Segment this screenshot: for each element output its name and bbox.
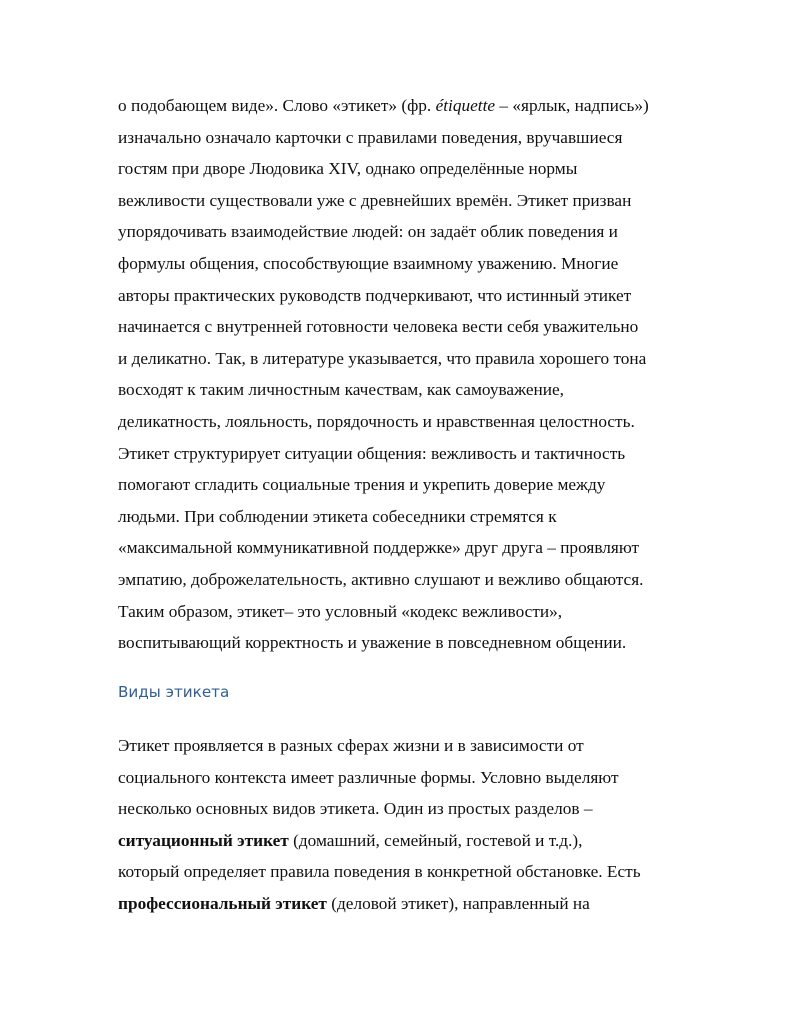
text-line: воспитывающий корректность и уважение в повседневном общении.	[118, 633, 627, 653]
text-line: ситуационный этикет (домашний, семейный, гостевой и т.д.),	[118, 830, 583, 850]
text-line: помогают сгладить социальные трения и укрепить доверие между	[118, 475, 606, 495]
text-line: гостям при дворе Людовика XIV, однако определённые нормы	[118, 159, 578, 179]
text-line: несколько основных видов этикета. Один из простых разделов –	[118, 799, 593, 819]
text-line: вежливости существовали уже с древнейших времён. Этикет призван	[118, 190, 632, 210]
paragraph-etiquette-types	[118, 730, 708, 920]
text-line: и деликатно. Так, в литературе указывается, что правила хорошего тона	[118, 348, 647, 368]
text-line: формулы общения, способствующие взаимному уважению. Многие	[118, 253, 619, 273]
text-line: упорядочивать взаимодействие людей: он задаёт облик поведения и	[118, 222, 618, 242]
text-line: который определяет правила поведения в конкретной обстановке. Есть	[118, 862, 641, 882]
text-line: начинается с внутренней готовности человека вести себя уважительно	[118, 317, 639, 337]
text-line: «максимальной коммуникативной поддержке» друг друга – проявляют	[118, 538, 640, 558]
bold-term: ситуационный этикет	[118, 830, 289, 850]
bold-term: профессиональный этикет	[118, 893, 327, 913]
text-line: восходят к таким личностным качествам, как самоуважение,	[118, 380, 564, 400]
text-line: людьми. При соблюдении этикета собеседники стремятся к	[118, 506, 557, 526]
text-line: изначально означало карточки с правилами поведения, вручавшиеся	[118, 127, 623, 147]
text-line: Этикет структурирует ситуации общения: вежливость и тактичность	[118, 443, 626, 463]
text-line: деликатность, лояльность, порядочность и нравственная целостность.	[118, 411, 635, 431]
text-line: Этикет проявляется в разных сферах жизни и в зависимости от	[118, 736, 584, 755]
section-heading: Виды этикета	[118, 683, 230, 701]
text-line: социального контекста имеет различные формы. Условно выделяют	[118, 767, 619, 787]
text-line: Таким образом, этикет– это условный «кодекс вежливости»,	[118, 601, 563, 621]
text-line: профессиональный этикет (деловой этикет), направленный на	[118, 893, 590, 913]
text-line: о подобающем виде». Слово «этикет» (фр. étiquette – «ярлык, надпись»)	[118, 96, 649, 115]
italic-term: étiquette	[435, 96, 496, 115]
paragraph-etiquette-definition	[118, 90, 708, 659]
text-line: авторы практических руководств подчеркивают, что истинный этикет	[118, 285, 632, 305]
text-line: эмпатию, доброжелательность, активно слушают и вежливо общаются.	[118, 569, 644, 589]
